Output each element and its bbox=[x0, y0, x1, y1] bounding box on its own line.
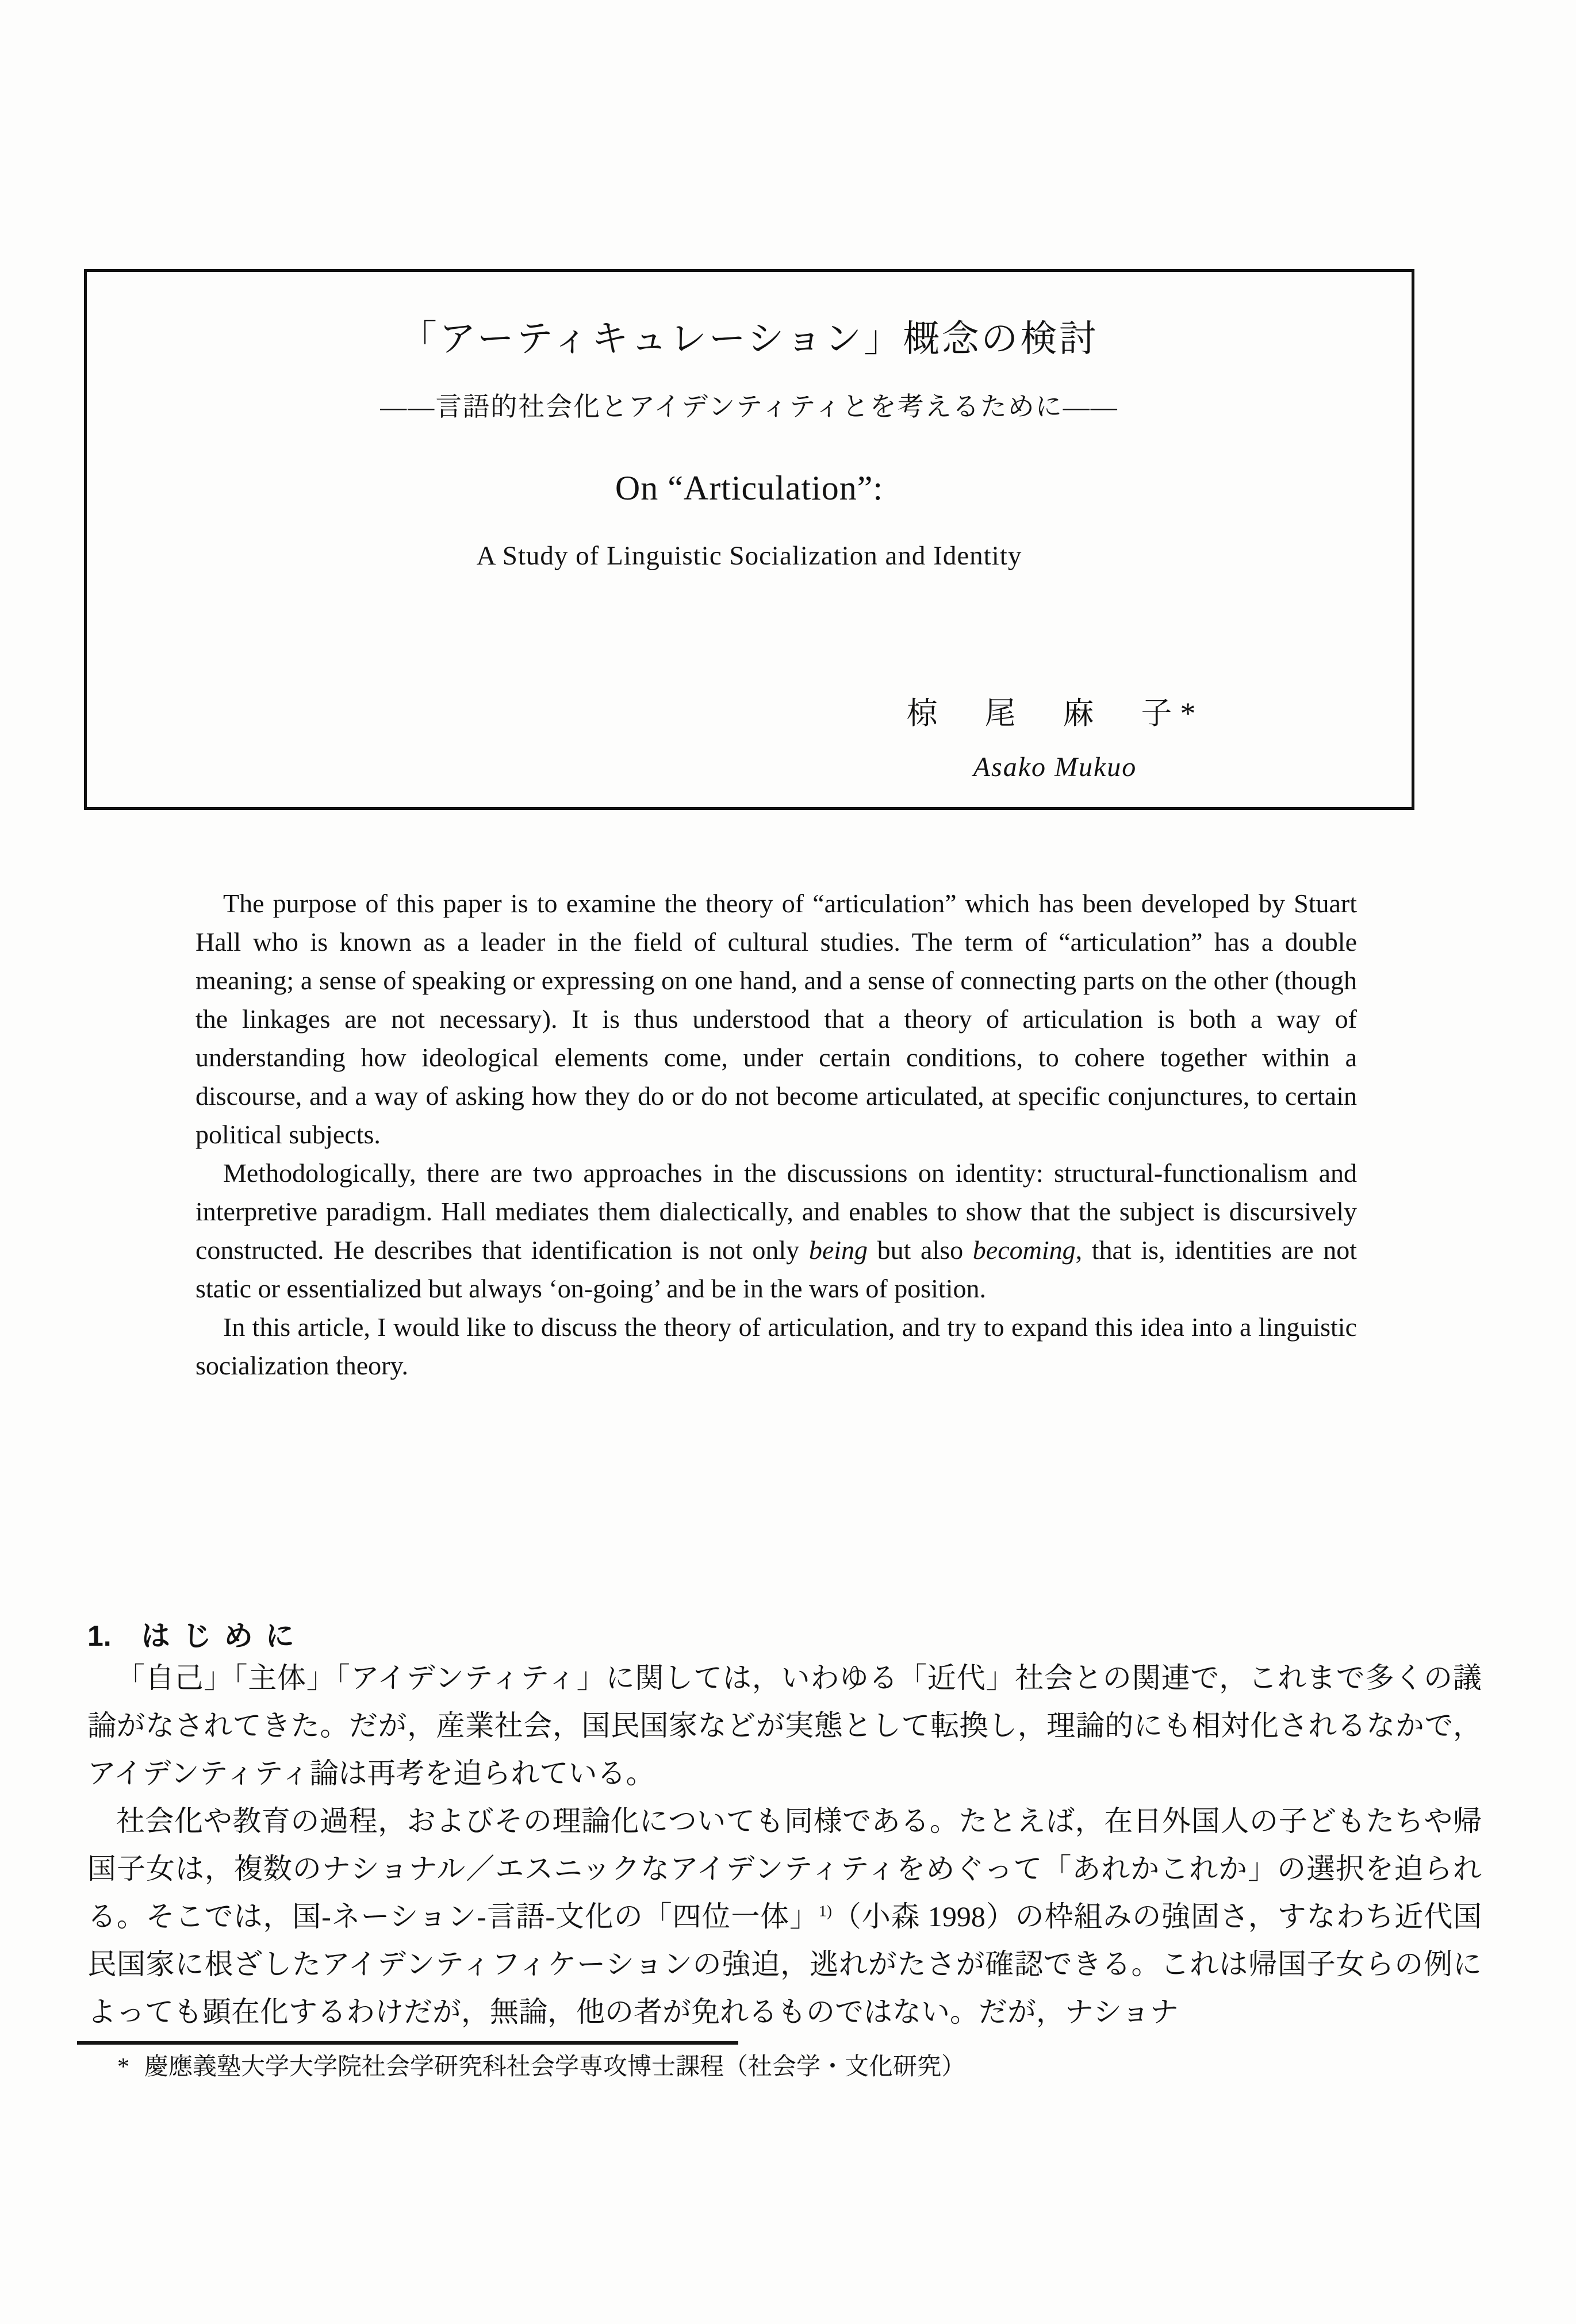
article-title-japanese: 「アーティキュレーション」概念の検討 bbox=[400, 318, 1099, 359]
abstract-paragraph-2-text: , that is, identities are not static or essentialized but always ‘on-going’ and be in the wars of position. bbox=[195, 1235, 1357, 1303]
article-subtitle-japanese: ——言語的社会化とアイデンティティとを考えるために—— bbox=[380, 392, 1118, 422]
abstract-paragraph-3: In this article, I would like to discuss the theory of articulation, and try to expand this idea into a linguistic socialization theory. bbox=[195, 1312, 1357, 1380]
abstract-paragraph-2 bbox=[195, 1154, 1357, 1308]
section-1-heading bbox=[87, 1613, 307, 1654]
author-footnote-asterisk: * bbox=[1180, 696, 1204, 731]
footnote-separator-rule bbox=[77, 2041, 738, 2045]
body-paragraph-2-text: 社会化や教育の過程，およびその理論化についても同様である。たとえば，在日外国人の子どもたちや帰国子女は，複数のナショナル／エスニックなアイデンティティをめぐって「あれかこれか」の選択を迫られる。そこでは，国-ネーション-言語-文化の「四位一体」 bbox=[87, 1805, 1482, 1933]
abstract-paragraph-2-text: but also bbox=[868, 1235, 973, 1265]
abstract-paragraph-2-text: Methodologically, there are two approaches in the discussions on identity: structural-functionalism and interpretive paradigm. Hall mediates them dialectically, and enables to show that the subject is discursively constructed. He describes that identification is not only bbox=[195, 1158, 1357, 1265]
footnote-text: 慶應義塾大学大学院社会学研究科社会学専攻博士課程（社会学・文化研究） bbox=[144, 2054, 966, 2080]
footnote-marker: * bbox=[117, 2054, 129, 2080]
article-subtitle-english: A Study of Linguistic Socialization and Identity bbox=[476, 540, 1022, 571]
author-block bbox=[848, 689, 1262, 783]
abstract-italic-becoming: becoming bbox=[972, 1235, 1076, 1265]
body-text-japanese bbox=[87, 1654, 1482, 2036]
body-paragraph-2 bbox=[87, 1797, 1482, 2036]
endnote-reference-1: 1) bbox=[819, 1902, 832, 1920]
body-paragraph-2-text: （小森 1998）の枠組みの強固さ，すなわち近代国民国家に根ざしたアイデンティフィケーションの強迫，逃れがたさが確認できる。これは帰国子女らの例によっても顕在化するわけだが，無論，他の者が免れるものではない。だが，ナショナ bbox=[87, 1900, 1482, 2028]
abstract-italic-being: being bbox=[808, 1235, 868, 1265]
section-number: 1. bbox=[87, 1620, 112, 1652]
author-name-japanese-text: 椋 尾 麻 子 bbox=[906, 696, 1180, 731]
title-box bbox=[84, 269, 1414, 810]
section-title: はじめに bbox=[141, 1620, 307, 1652]
abstract-paragraph-1: The purpose of this paper is to examine the theory of “articulation” which has been developed by Stuart Hall who is known as a leader in the field of cultural studies. The term of “articulation” has a double meaning; a sense of speaking or expressing on one hand, and a sense of connecting parts on the other (though the linkages are not necessary). It is thus understood that a theory of articulation is both a way of understanding how ideological elements come, under certain conditions, to cohere together within a discourse, and a way of asking how they do or do not become articulated, at specific conjunctures, to certain political subjects. bbox=[195, 889, 1357, 1149]
author-name-japanese bbox=[848, 689, 1262, 733]
body-paragraph-1: 「自己」「主体」「アイデンティティ」に関しては，いわゆる「近代」社会との関連で，これまで多くの議論がなされてきた。だが，産業社会，国民国家などが実態として転換し，理論的にも相対化されるなかで，アイデンティティ論は再考を迫られている。 bbox=[87, 1662, 1482, 1789]
article-title-english: On “Articulation”: bbox=[615, 468, 884, 507]
footnote bbox=[117, 2051, 1457, 2083]
author-name-romanized: Asako Mukuo bbox=[973, 752, 1137, 782]
abstract bbox=[195, 884, 1357, 1385]
